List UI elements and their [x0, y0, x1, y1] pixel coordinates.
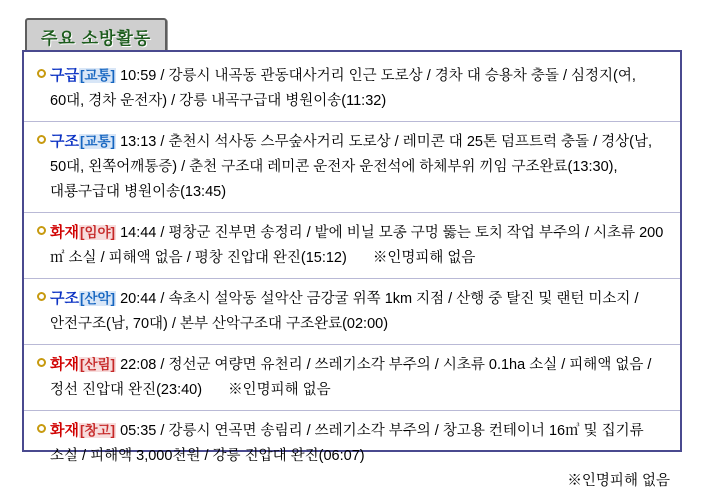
incident-category: 화재	[50, 224, 79, 241]
list-item-content	[50, 352, 670, 403]
activity-list-box	[22, 50, 682, 489]
incident-tag: [창고]	[79, 423, 116, 438]
casualty-note: ※인명피해 없음	[567, 473, 670, 489]
list-item	[24, 279, 680, 345]
list-item-content	[50, 418, 670, 494]
incident-tag: [임야]	[79, 225, 116, 240]
incident-tag: [교통]	[79, 68, 116, 83]
list-item	[24, 213, 680, 279]
list-item	[24, 345, 680, 411]
incident-detail: 22:08 / 정선군 여량면 유천리 / 쓰레기소각 부주의 / 시초류 0.1ha 소실 / 피해액 없음 / 정선 진압대 완진(23:40)	[50, 357, 652, 398]
list-item-content	[50, 129, 670, 205]
bullet-icon	[32, 220, 50, 240]
incident-detail: 05:35 / 강릉시 연곡면 송림리 / 쓰레기소각 부주의 / 창고용 컨테이너 16㎥ 및 집기류 소실 / 피해액 3,000천원 / 강릉 진압대 완진(06:07)	[50, 423, 644, 464]
incident-category: 화재	[50, 422, 79, 439]
list-item	[24, 411, 680, 501]
list-item-content	[50, 286, 670, 337]
incident-category: 화재	[50, 356, 79, 373]
incident-detail: 13:13 / 춘천시 석사동 스무숲사거리 도로상 / 레미콘 대 25톤 덤프트럭 충돌 / 경상(남, 50대, 왼쪽어깨통증) / 춘천 구조대 레미콘 운전자 운전석에 하체부위 끼임 구조완료(13:30), 대룡구급대 병원이송(13:45)	[50, 134, 653, 200]
bullet-icon	[32, 418, 50, 438]
casualty-note: ※인명피해 없음	[228, 382, 331, 398]
list-item	[24, 56, 680, 122]
incident-detail: 10:59 / 강릉시 내곡동 관동대사거리 인근 도로상 / 경차 대 승용차 충돌 / 심정지(여, 60대, 경차 운전자) / 강릉 내곡구급대 병원이송(11:32)	[50, 68, 636, 109]
incident-detail: 14:44 / 평창군 진부면 송정리 / 밭에 비닐 모종 구멍 뚫는 토치 작업 부주의 / 시초류 200㎡ 소실 / 피해액 없음 / 평창 진압대 완진(15:12)	[50, 225, 664, 266]
list-item-content	[50, 63, 670, 114]
list-item	[24, 122, 680, 213]
list-item-content	[50, 220, 670, 271]
incident-category: 구조	[50, 290, 79, 307]
page-title: 주요 소방활동	[41, 29, 152, 48]
casualty-note: ※인명피해 없음	[372, 250, 476, 266]
activity-rows	[24, 52, 680, 501]
incident-category: 구급	[50, 67, 79, 84]
bullet-icon	[32, 129, 50, 149]
incident-tag: [교통]	[79, 134, 116, 149]
incident-detail: 20:44 / 속초시 설악동 설악산 금강굴 위쪽 1km 지점 / 산행 중 탈진 및 랜턴 미소지 / 안전구조(남, 70대) / 본부 산악구조대 구조완료(02:00)	[50, 291, 639, 332]
bullet-icon	[32, 286, 50, 306]
incident-category: 구조	[50, 133, 79, 150]
incident-tag: [산악]	[79, 291, 116, 306]
incident-tag: [산림]	[79, 357, 116, 372]
bullet-icon	[32, 352, 50, 372]
bullet-icon	[32, 63, 50, 83]
